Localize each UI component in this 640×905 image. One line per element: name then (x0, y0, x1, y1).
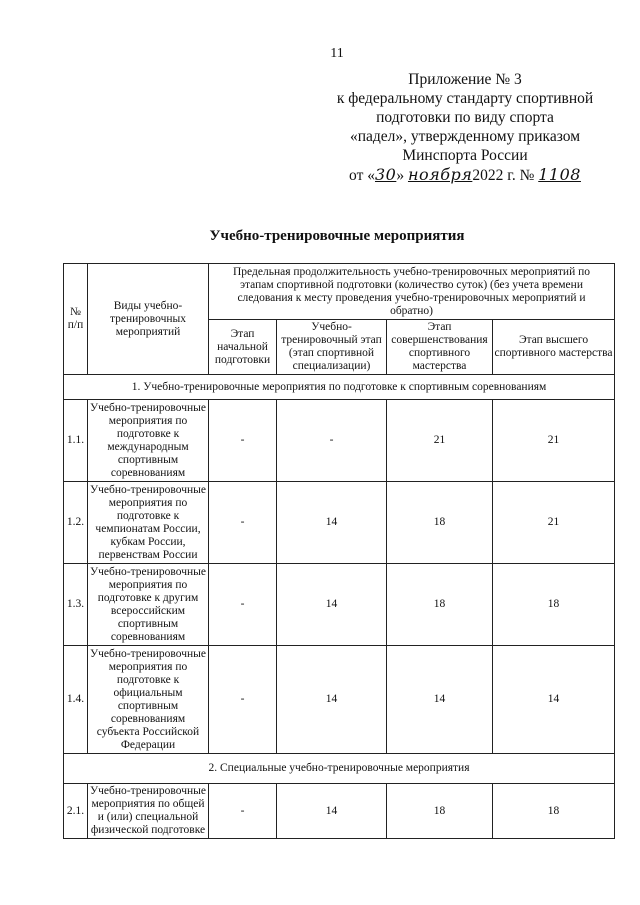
table-row (64, 646, 615, 754)
value-cell: - (209, 482, 277, 564)
header-num: № п/п (64, 264, 88, 375)
document-title: Учебно-тренировочные мероприятия (209, 228, 465, 244)
row-number: 1.2. (64, 482, 88, 564)
value-cell: 18 (493, 784, 615, 839)
value-cell: - (209, 784, 277, 839)
table-row (64, 482, 615, 564)
value-cell: 21 (493, 482, 615, 564)
value-cell: 18 (387, 784, 493, 839)
value-cell: - (209, 564, 277, 646)
section-title: 1. Учебно-тренировочные мероприятия по подготовке к спортивным соревнованиям (64, 375, 615, 400)
value-cell: 14 (277, 564, 387, 646)
appendix-line: «падел», утвержденному приказом (349, 128, 581, 145)
value-cell: 14 (277, 646, 387, 754)
value-cell: 14 (277, 482, 387, 564)
value-cell: - (277, 400, 387, 482)
activity-cell: Учебно-тренировочные мероприятия по подготовке к чемпионатам России, кубкам России, первенствам России (88, 482, 209, 564)
value-cell: 21 (387, 400, 493, 482)
activity-cell: Учебно-тренировочные мероприятия по подготовке к официальным спортивным соревнованиям субъекта Российской Федерации (88, 646, 209, 754)
section-row (64, 754, 615, 784)
page-number: 11 (330, 46, 344, 61)
section-title: 2. Специальные учебно-тренировочные мероприятия (64, 754, 615, 784)
table-row (64, 564, 615, 646)
activity-cell: Учебно-тренировочные мероприятия по подготовке к другим всероссийским спортивным соревнованиям (88, 564, 209, 646)
row-number: 1.1. (64, 400, 88, 482)
row-number: 1.4. (64, 646, 88, 754)
appendix-line: Приложение № 3 (408, 71, 522, 88)
activity-cell: Учебно-тренировочные мероприятия по общей и (или) специальной физической подготовке (88, 784, 209, 839)
activity-cell: Учебно-тренировочные мероприятия по подготовке к международным спортивным соревнованиям (88, 400, 209, 482)
date-day: 30 (374, 165, 397, 184)
value-cell: 14 (387, 646, 493, 754)
value-cell: 18 (387, 564, 493, 646)
date-separator: » (396, 167, 405, 184)
date-prefix: от « (349, 167, 375, 184)
row-number: 1.3. (64, 564, 88, 646)
appendix-date-line (300, 165, 630, 185)
value-cell: 14 (493, 646, 615, 754)
appendix-line: Минспорта России (402, 147, 528, 164)
appendix-header (300, 70, 630, 185)
header-stage: Этап начальной подготовки (209, 320, 277, 375)
header-stage: Учебно-тренировочный этап (этап спортивной специализации) (277, 320, 387, 375)
value-cell: 18 (387, 482, 493, 564)
header-duration: Предельная продолжительность учебно-тренировочных мероприятий по этапам спортивной подготовки (количество суток) (без учета времени следования к месту проведения учебно-тренировочных мероприятий и обратно) (209, 264, 615, 320)
value-cell: - (209, 646, 277, 754)
value-cell: 14 (277, 784, 387, 839)
header-stage: Этап совершенствования спортивного мастерства (387, 320, 493, 375)
row-number: 2.1. (64, 784, 88, 839)
appendix-line: к федеральному стандарту спортивной (336, 90, 594, 107)
header-activity: Виды учебно-тренировочных мероприятий (88, 264, 209, 375)
appendix-line: подготовки по виду спорта (376, 109, 554, 126)
header-stage: Этап высшего спортивного мастерства (493, 320, 615, 375)
table-row (64, 400, 615, 482)
date-month: ноября (407, 165, 473, 184)
header-row (64, 264, 615, 320)
date-year: 2022 г. № (472, 167, 535, 184)
value-cell: 18 (493, 564, 615, 646)
value-cell: - (209, 400, 277, 482)
value-cell: 21 (493, 400, 615, 482)
section-row (64, 375, 615, 400)
table-row (64, 784, 615, 839)
order-number: 1108 (538, 165, 581, 184)
training-events-table (63, 263, 615, 839)
